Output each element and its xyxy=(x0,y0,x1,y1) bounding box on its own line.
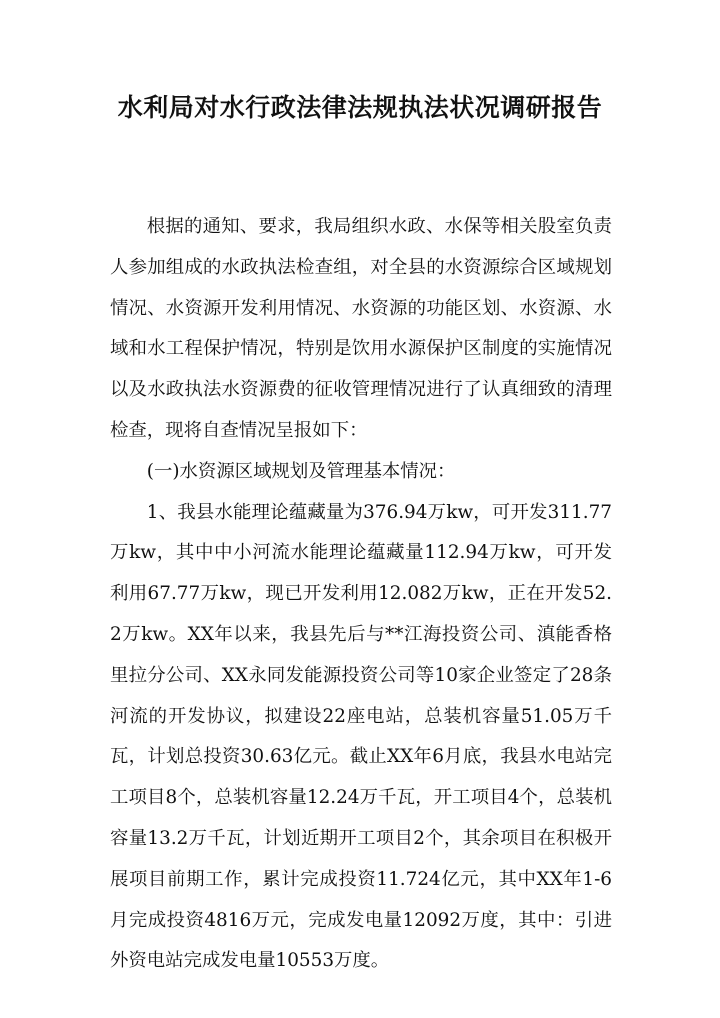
document-title: 水利局对水行政法律法规执法状况调研报告 xyxy=(117,93,603,122)
paragraph-intro: 根据的通知、要求，我局组织水政、水保等相关股室负责人参加组成的水政执法检查组，对全县的水资源综合区域规划情况、水资源开发利用情况、水资源的功能区划、水资源、水域和水工程保护情况，特别是饮用水源保护区制度的实施情况以及水政执法水资源费的征收管理情况进行了认真细致的清理检查，现将自查情况呈报如下： xyxy=(110,216,612,441)
paragraph-hydropower: 1、我县水能理论蕴藏量为376.94万kw，可开发311.77万kw，其中中小河流水能理论蕴藏量112.94万kw，可开发利用67.77万kw，现已开发利用12.082万kw，正在开发52.2万kw。XX年以来，我县先后与**江海投资公司、滇能香格里拉分公司、XX永同发能源投资公司等10家企业签定了28条河流的开发协议，拟建设22座电站，总装机容量51.05万千瓦，计划总投资30.63亿元。截止XX年6月底，我县水电站完工项目8个，总装机容量12.24万千瓦，开工项目4个，总装机容量13.2万千瓦，计划近期开工项目2个，其余项目在积极开展项目前期工作，累计完成投资11.724亿元，其中XX年1-6月完成投资4816万元，完成发电量12092万度，其中：引进外资电站完成发电量10553万度。 xyxy=(110,501,612,972)
section-heading-1: (一)水资源区域规划及管理基本情况： xyxy=(146,460,456,482)
document-body xyxy=(110,207,612,982)
